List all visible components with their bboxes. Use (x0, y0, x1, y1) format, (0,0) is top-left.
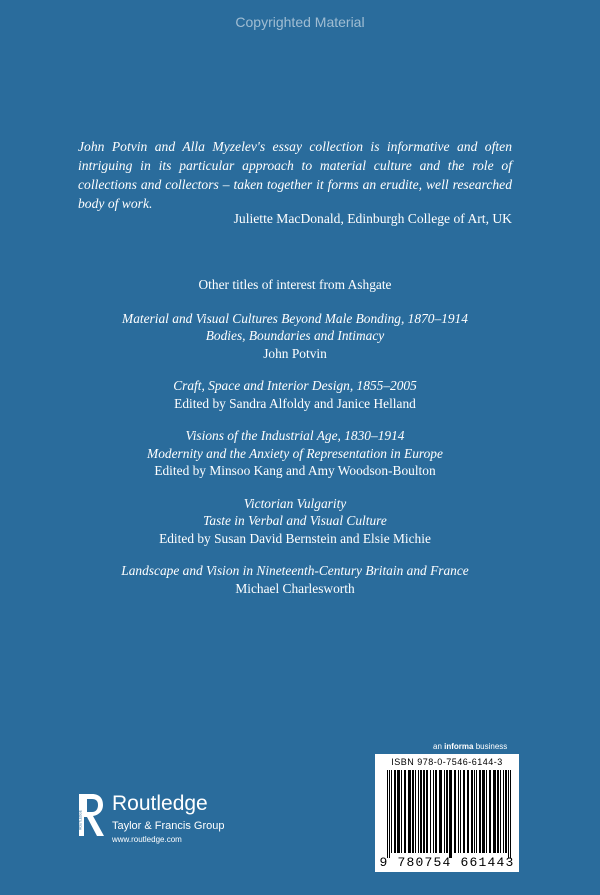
book-author: Edited by Susan David Bernstein and Elsie Michie (159, 530, 431, 546)
barcode-bar (391, 770, 392, 853)
barcode-bar (394, 770, 396, 853)
book-entry (78, 377, 512, 412)
isbn-barcode (375, 754, 519, 872)
barcode-bar (489, 770, 491, 853)
barcode-bar (439, 770, 442, 853)
barcode-bar (505, 770, 507, 853)
barcode-bar (435, 770, 437, 853)
barcode-bar (463, 770, 465, 853)
svg-text:ROUTLEDGE: ROUTLEDGE (78, 810, 83, 830)
book-subtitle: Modernity and the Anxiety of Representation in Europe (147, 445, 443, 461)
barcode-bar (482, 770, 485, 853)
barcode-bar (503, 770, 504, 853)
barcode-bar (446, 770, 448, 853)
book-subtitle: Taste in Verbal and Visual Culture (203, 513, 387, 528)
barcode-digits: 9 780754 661443 (379, 855, 515, 870)
review-attribution: Juliette MacDonald, Edinburgh College of Art, UK (233, 211, 512, 226)
barcode-bar (430, 770, 431, 853)
informa-brand: informa (444, 742, 474, 751)
barcode-bar (433, 770, 434, 853)
barcode-bar (387, 770, 388, 858)
isbn-label: ISBN 978-0-7546-6144-3 (391, 757, 503, 767)
barcode-bar (426, 770, 428, 853)
informa-business-label (433, 742, 507, 751)
barcode-bar (454, 770, 456, 853)
book-title: Material and Visual Cultures Beyond Male Bonding, 1870–1914 (122, 310, 468, 326)
barcode-bar (508, 770, 509, 858)
copyright-watermark: Copyrighted Material (235, 14, 365, 30)
barcode-bar (408, 770, 411, 853)
barcode-bar (471, 770, 473, 853)
barcode-bar (401, 770, 402, 853)
barcode-bar (444, 770, 445, 853)
other-titles-section (78, 276, 512, 612)
book-entry (78, 495, 512, 548)
barcode-bar (474, 770, 475, 853)
publisher-name: Routledge (112, 792, 208, 815)
book-title: Landscape and Vision in Nineteenth-Century Britain and France (121, 563, 469, 578)
book-subtitle: Bodies, Boundaries and Intimacy (205, 328, 385, 343)
barcode-bar (415, 770, 416, 853)
barcode-bar (449, 770, 452, 858)
barcode-bar (486, 770, 487, 853)
barcode-bar (497, 770, 499, 853)
barcode-bar (420, 770, 422, 853)
barcode-bar (479, 770, 481, 853)
barcode-bar (458, 770, 459, 853)
barcode-bar (397, 770, 400, 853)
publisher-group: Taylor & Francis Group (112, 820, 225, 832)
book-title: Craft, Space and Interior Design, 1855–2005 (173, 378, 417, 393)
routledge-r-icon (78, 790, 106, 840)
book-author: Edited by Minsoo Kang and Amy Woodson-Boulton (154, 463, 436, 478)
book-author: Edited by Sandra Alfoldy and Janice Helland (174, 395, 416, 411)
barcode-bar (510, 770, 511, 858)
publisher-url: www.routledge.com (112, 835, 182, 844)
book-author: John Potvin (263, 345, 327, 361)
barcode-bar (460, 770, 461, 853)
book-title: Victorian Vulgarity (243, 495, 347, 511)
barcode-bar (418, 770, 419, 853)
barcode-bar (500, 770, 501, 853)
barcode-bar (476, 770, 477, 853)
barcode-bar (467, 770, 469, 853)
book-entry (78, 310, 512, 363)
barcode-bar (389, 770, 390, 858)
barcode-bar (493, 770, 496, 853)
barcode-bar (404, 770, 406, 853)
informa-prefix: an (433, 742, 442, 751)
barcode-bar (412, 770, 414, 853)
book-author: Michael Charlesworth (235, 580, 355, 596)
book-entry (78, 427, 512, 480)
book-entry (78, 562, 512, 597)
review-quote: John Potvin and Alla Myzelev's essay collection is informative and often intriguing in its particular approach to material culture and the role of collections and collectors – taken together it forms an erudite, well researched body of work. (78, 139, 512, 211)
informa-suffix: business (475, 742, 508, 751)
book-title: Visions of the Industrial Age, 1830–1914 (185, 428, 405, 443)
barcode-bar (423, 770, 425, 853)
other-titles-heading: Other titles of interest from Ashgate (198, 277, 392, 292)
